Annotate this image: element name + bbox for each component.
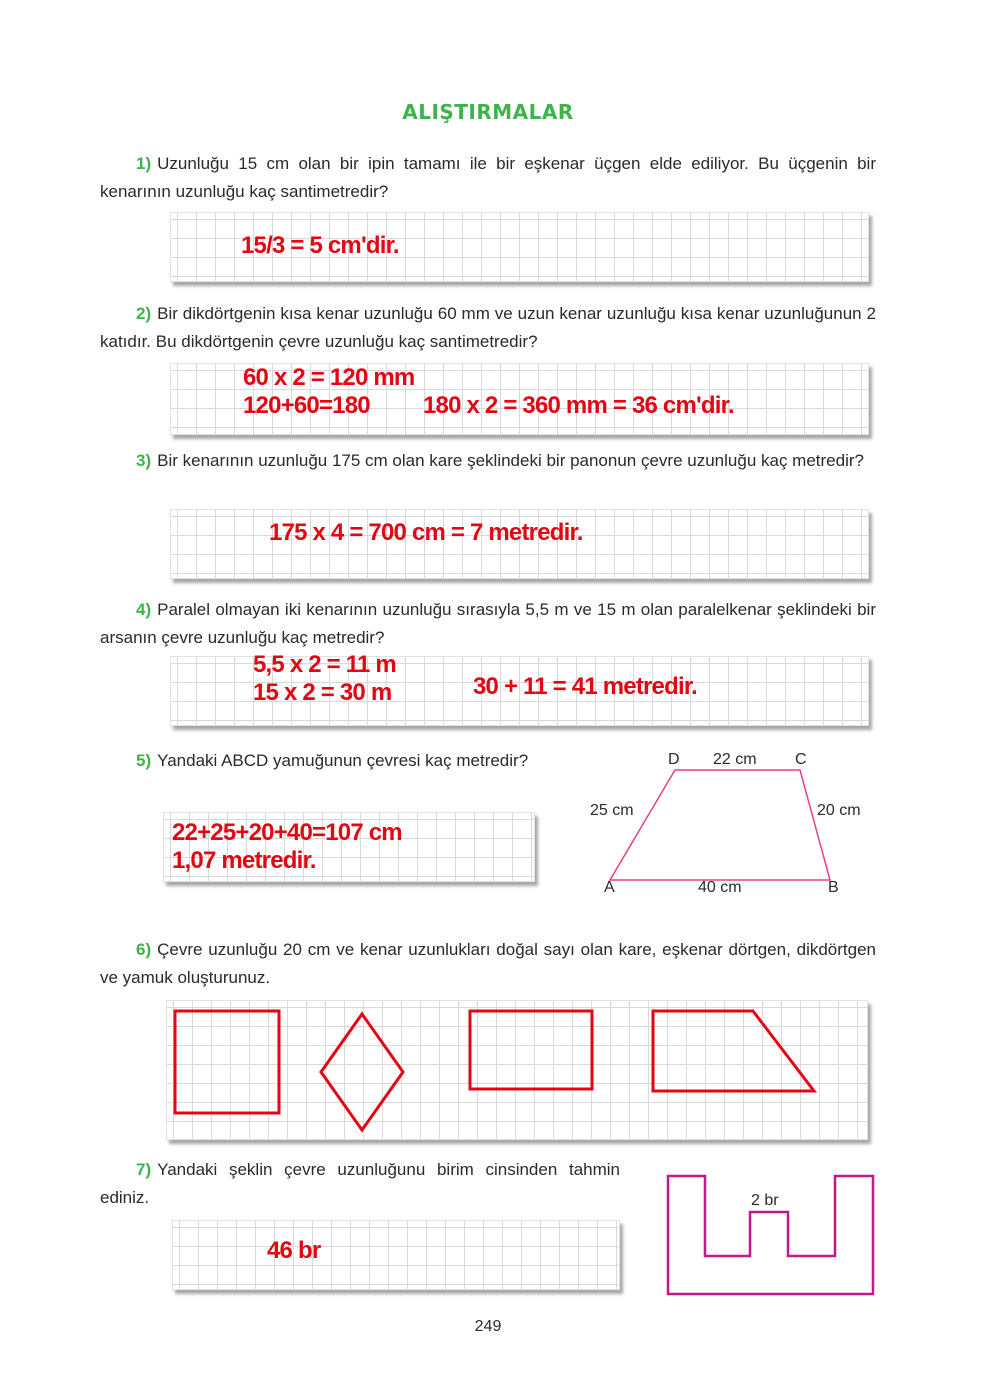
answer-5a: 22+25+20+40=107 cm — [172, 819, 402, 846]
vertex-a-label: A — [604, 879, 615, 896]
answer-4b: 15 x 2 = 30 m — [253, 679, 392, 706]
rectangle-shape — [470, 1011, 592, 1089]
vertex-c-label: C — [795, 751, 807, 768]
answer-1: 15/3 = 5 cm'dir. — [241, 232, 399, 259]
answer-box-7 — [172, 1220, 620, 1290]
side-dc-label: 22 cm — [713, 751, 757, 768]
answer-2b: 120+60=180 — [243, 392, 370, 419]
page-title: ALIŞTIRMALAR — [402, 100, 574, 124]
vertex-d-label: D — [668, 751, 680, 768]
rhombus-shape — [321, 1014, 403, 1130]
trapezoid-drawn-shape — [653, 1011, 814, 1091]
vertex-b-label: B — [828, 879, 839, 896]
answer-7: 46 br — [267, 1237, 321, 1264]
answer-2a: 60 x 2 = 120 mm — [243, 364, 415, 391]
answer-box-4 — [170, 651, 869, 726]
answer-box-2 — [170, 363, 869, 435]
unit-label: 2 br — [751, 1192, 779, 1209]
trapezoid-shape — [610, 770, 830, 880]
answer-2c: 180 x 2 = 360 mm = 36 cm'dir. — [423, 392, 734, 419]
question-1: 1) Uzunluğu 15 cm olan bir ipin tamamı ile bir eşkenar üçgen elde ediliyor. Bu üçgenin bir kenarının uzunluğu kaç santimetredir? — [100, 154, 876, 201]
answer-box-5 — [163, 812, 535, 882]
answer-4c: 30 + 11 = 41 metredir. — [473, 673, 697, 700]
question-6: 6) Çevre uzunluğu 20 cm ve kenar uzunlukları doğal sayı olan kare, eşkenar dörtgen, dikdörtgen ve yamuk oluşturunuz. — [100, 940, 876, 987]
drawn-shapes — [167, 1001, 867, 1139]
answer-4a: 5,5 x 2 = 11 m — [253, 651, 396, 678]
question-7: 7) Yandaki şeklin çevre uzunluğunu birim cinsinden tahmin ediniz. — [100, 1160, 620, 1207]
page-number: 249 — [474, 1318, 502, 1335]
question-4: 4) Paralel olmayan iki kenarının uzunluğu sırasıyla 5,5 m ve 15 m olan paralelkenar şeklindeki bir arsanın çevre uzunluğu kaç metredir? — [100, 600, 876, 647]
side-bc-label: 20 cm — [817, 802, 861, 819]
composite-shape — [660, 1170, 880, 1300]
side-ad-label: 25 cm — [590, 802, 634, 819]
answer-5b: 1,07 metredir. — [172, 847, 316, 874]
side-ab-label: 40 cm — [698, 879, 742, 896]
question-2: 2) Bir dikdörtgenin kısa kenar uzunluğu 60 mm ve uzun kenar uzunluğu kısa kenar uzunluğunun 2 katıdır. Bu dikdörtgenin çevre uzunluğu kaç santimetredir? — [100, 304, 876, 351]
answer-box-6 — [166, 1000, 868, 1140]
question-3: 3) Bir kenarının uzunluğu 175 cm olan kare şeklindeki bir panonun çevre uzunluğu kaç metredir? — [136, 451, 864, 470]
answer-box-3 — [170, 509, 869, 579]
square-shape — [175, 1011, 279, 1113]
answer-3: 175 x 4 = 700 cm = 7 metredir. — [269, 519, 583, 546]
answer-box-1 — [170, 212, 869, 282]
question-5: 5) Yandaki ABCD yamuğunun çevresi kaç metredir? — [136, 751, 529, 770]
